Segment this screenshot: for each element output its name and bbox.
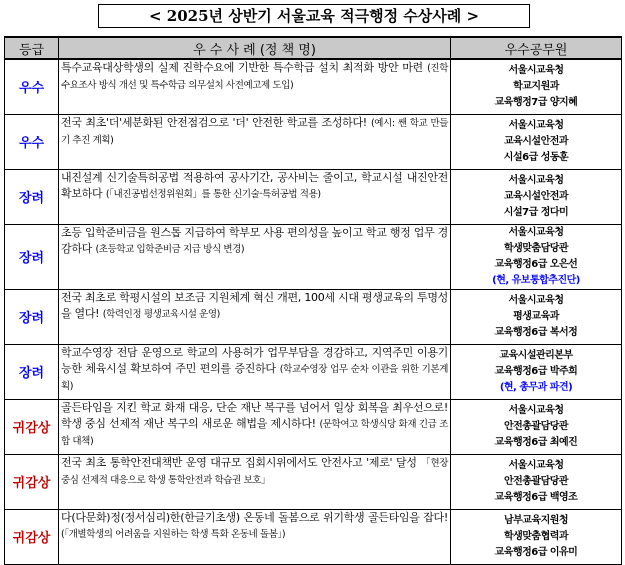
case-subtitle: (학력인정 평생교육시설 운영) xyxy=(102,308,220,320)
case-subtitle: (진학수요조사 방식 개선 및 특수학급 의무설치 사전예고제 도입) xyxy=(61,63,448,91)
winner-line: 학생맞춤담당관 xyxy=(503,242,569,254)
case-title: 다(다문화)정(정서심리)한(한글기초생) 온동네 돌봄으로 위기학생 골든타임을 잡다! xyxy=(61,510,448,524)
table-row xyxy=(5,509,622,564)
winner-line: 교육시설안전과 xyxy=(503,190,569,202)
winner-cell xyxy=(451,344,622,399)
grade-cell: 귀감상 xyxy=(5,399,59,454)
winner-line: 학생맞춤협력과 xyxy=(503,530,569,542)
winner-line: 서울시교육청 xyxy=(508,174,564,186)
case-subtitle: (「내진공법선정위원회」를 통한 신기술·특허공법 적용) xyxy=(105,188,321,200)
table-row xyxy=(5,344,622,399)
winner-cell xyxy=(451,59,622,114)
table-row xyxy=(5,399,622,454)
winner-line: 서울시교육청 xyxy=(508,226,564,238)
header-case: 우 수 사 례 (정 책 명) xyxy=(59,37,451,59)
winner-line: 교육행정6급 백영조 xyxy=(494,491,578,503)
case-cell xyxy=(59,289,451,344)
winner-line: 교육행정7급 양지혜 xyxy=(494,96,578,108)
table-row xyxy=(5,169,622,224)
winner-cell xyxy=(451,169,622,224)
winner-line: 교육행정6급 최예진 xyxy=(494,436,578,448)
winner-note: (현, 총무과 파견) xyxy=(499,381,573,393)
winner-cell xyxy=(451,509,622,564)
winner-line: 서울시교육청 xyxy=(508,119,564,131)
case-subtitle: (문학여고 학생식당 화재 긴급 조합 대책) xyxy=(61,418,449,447)
winner-line: 서울시교육청 xyxy=(508,404,564,416)
header-winner: 우수공무원 xyxy=(451,37,622,59)
grade-cell: 장려 xyxy=(5,224,59,289)
winner-line: 시설7급 정다미 xyxy=(503,206,569,218)
case-title: 내진설계 신기술특허공법 적용하여 공사기간, 공사비는 줄이고, 학교시설 내진안전 확보하다 xyxy=(61,170,448,200)
case-cell xyxy=(59,59,451,114)
winner-cell xyxy=(451,289,622,344)
grade-cell: 우수 xyxy=(5,114,59,169)
table-row xyxy=(5,224,622,289)
winner-line: 교육행정6급 이유미 xyxy=(494,546,578,558)
grade-cell: 귀감상 xyxy=(5,454,59,509)
case-title: 전국 최초 통학안전대책반 운영 대규모 집회시위에서도 안전사고 '제로' 달성 xyxy=(61,455,417,469)
winner-line: 교육행정6급 오은선 xyxy=(494,258,578,270)
grade-cell: 장려 xyxy=(5,169,59,224)
winner-line: 교육시설관리본부 xyxy=(499,349,573,361)
table-row xyxy=(5,454,622,509)
grade-cell: 우수 xyxy=(5,59,59,114)
grade-cell: 귀감상 xyxy=(5,509,59,564)
winner-cell xyxy=(451,454,622,509)
winner-line: 안전총괄담당관 xyxy=(503,420,569,432)
winner-line: 평생교육과 xyxy=(513,310,559,322)
winner-line: 남부교육지원청 xyxy=(503,514,569,526)
winner-line: 학교지원과 xyxy=(513,80,559,92)
page-title: < 2025년 상반기 서울교육 적극행정 수상사례 > xyxy=(98,4,530,28)
case-title: 전국 최초'더'세분화된 안전점검으로 '더' 안전한 학교를 조성하다! xyxy=(61,115,367,129)
case-subtitle: (「개별학생의 어려움을 지원하는 학생 특화 온동네 돌봄」) xyxy=(61,528,286,540)
winner-line: 서울시교육청 xyxy=(508,294,564,306)
case-title: 초등 입학준비금을 원스톱 지급하여 학부모 사용 편의성을 높이고 학교 행정 업무 경감하다 xyxy=(61,225,448,255)
winner-line: 안전총괄담당관 xyxy=(503,475,569,487)
winner-cell xyxy=(451,114,622,169)
table-row xyxy=(5,289,622,344)
table-row xyxy=(5,59,622,114)
winner-cell xyxy=(451,224,622,289)
case-cell xyxy=(59,169,451,224)
case-cell xyxy=(59,454,451,509)
case-cell xyxy=(59,509,451,564)
case-subtitle: (예시: 쌘 학교 만들기 추진 계획) xyxy=(61,117,449,146)
case-subtitle: (초등학교 입학준비금 지급 방식 변경) xyxy=(95,243,245,255)
winner-line: 교육행정6급 복서정 xyxy=(494,326,578,338)
case-subtitle: (학교수영장 업무 순차 이관을 위한 기본계획) xyxy=(61,363,448,392)
case-title: 특수교육대상학생의 실제 진학수요에 기반한 특수학급 설치 최적화 방안 마련 xyxy=(61,61,423,74)
winner-note: (현, 유보통합추진단) xyxy=(492,274,580,286)
case-subtitle: 「현장 중심 선제적 대응으로 학생 통학안전과 학습권 보호」 xyxy=(61,457,449,486)
case-title: 골든타임을 지킨 학교 화재 대응, 단순 재난 복구를 넘어서 일상 회복을 최우선으로! 학생 중심 선제적 재난 복구의 새로운 해법을 제시하다! xyxy=(61,400,448,430)
header-grade: 등급 xyxy=(5,37,59,59)
case-cell xyxy=(59,114,451,169)
table-row xyxy=(5,114,622,169)
case-title: 학교수영장 전담 운영으로 학교의 사용허가 업무부담을 경감하고, 지역주민 이용기능한 체육시설 확보하여 주민 편의를 증진하다 xyxy=(61,345,448,375)
grade-cell: 장려 xyxy=(5,344,59,399)
winner-line: 시설6급 성동훈 xyxy=(503,151,569,163)
case-title: 전국 최초로 학평시설의 보조금 지원체계 혁신 개편, 100세 시대 평생교육의 투명성을 열다! xyxy=(61,290,448,320)
winner-line: 교육시설안전과 xyxy=(503,135,569,147)
case-cell xyxy=(59,399,451,454)
winner-line: 교육행정6급 박주희 xyxy=(494,365,578,377)
winner-cell xyxy=(451,399,622,454)
awards-table xyxy=(4,36,622,565)
winner-line: 서울시교육청 xyxy=(508,459,564,471)
case-cell xyxy=(59,344,451,399)
grade-cell: 장려 xyxy=(5,289,59,344)
table-header-row xyxy=(5,37,622,59)
case-cell xyxy=(59,224,451,289)
winner-line: 서울시교육청 xyxy=(508,64,564,76)
